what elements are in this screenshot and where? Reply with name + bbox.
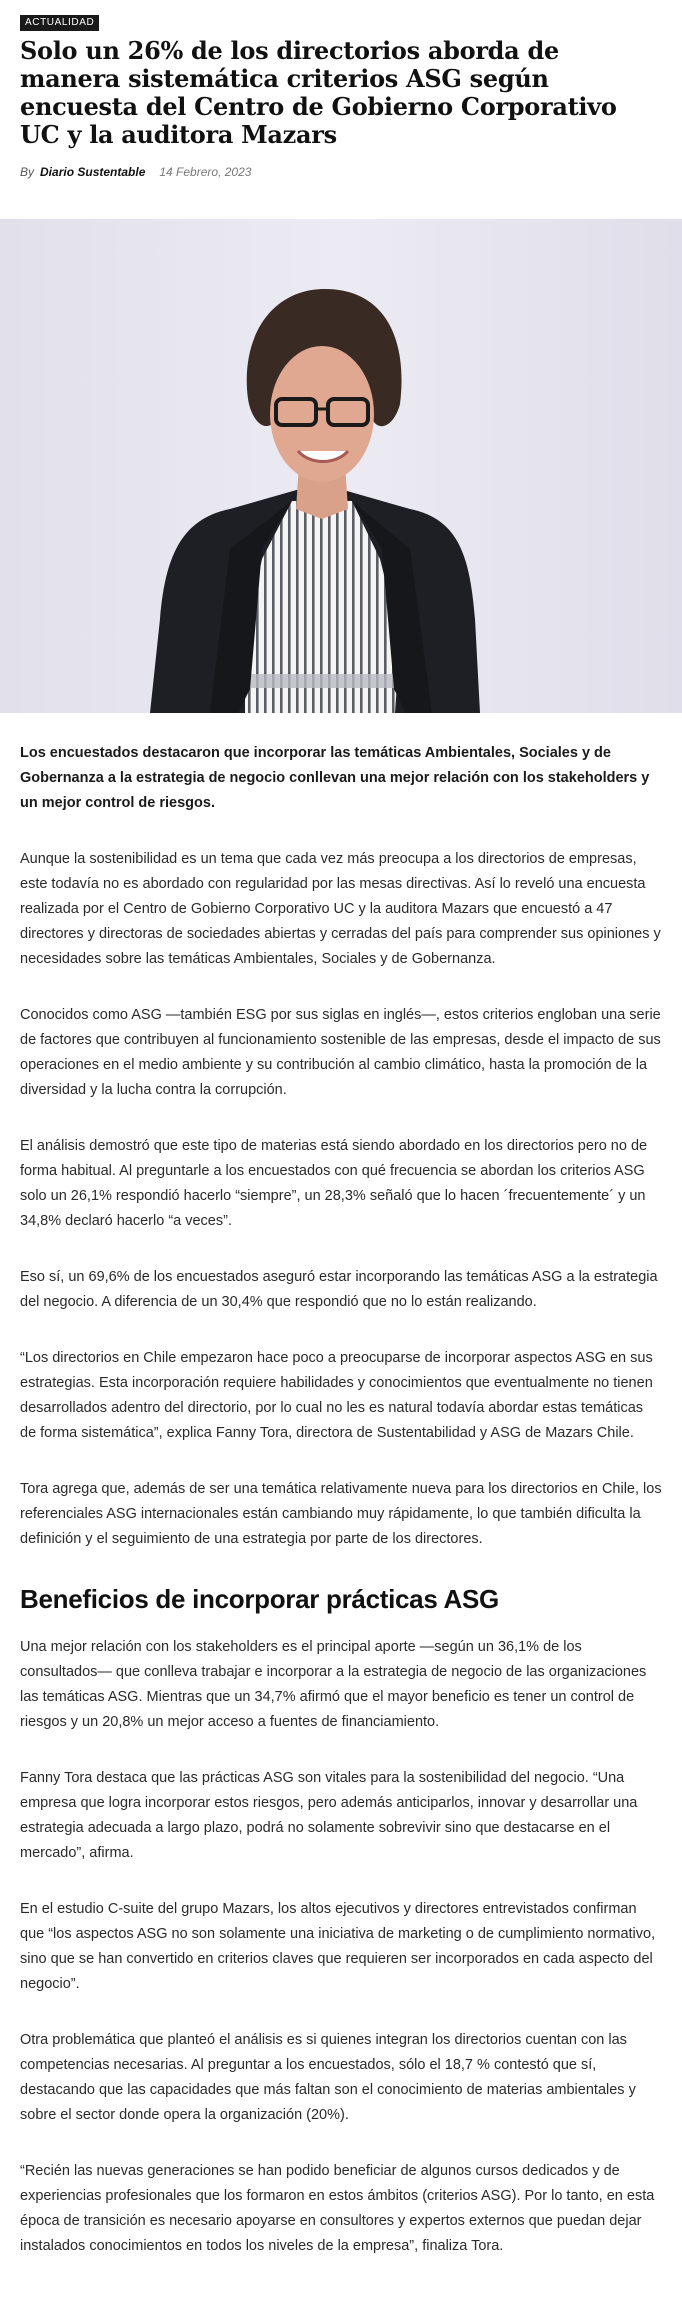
body-paragraph: Otra problemática que planteó el análisis es si quienes integran los directorios cuentan con las competencias necesarias. Al preguntar a los encuestados, sólo el 18,7 % contestó que sí, destacando que las capacidades que más faltan son el conocimiento de materias ambientales y sobre el sector donde opera la organización (20%). [20, 2032, 636, 2123]
body-paragraph: Tora agrega que, además de ser una temática relativamente nueva para los directorios en Chile, los referenciales ASG internacionales están cambiando muy rápidamente, lo que también dificulta la definición y el seguimiento de una estrategia por parte de los directores. [20, 1481, 662, 1547]
body-paragraph: Eso sí, un 69,6% de los encuestados aseguró estar incorporando las temáticas ASG a la estrategia del negocio. A diferencia de un 30,4% que respondió que no lo están realizando. [20, 1269, 658, 1310]
lead-paragraph: Los encuestados destacaron que incorporar las temáticas Ambientales, Sociales y de Gobernanza a la estrategia de negocio conllevan una mejor relación con los stakeholders y un mejor control de riesgos. [20, 745, 650, 811]
body-paragraph: Conocidos como ASG —también ESG por sus siglas en inglés—, estos criterios engloban una serie de factores que contribuyen al funcionamiento sostenible de las empresas, desde el impacto de sus operaciones en el medio ambiente y su contribución al cambio climático, hasta la promoción de la diversidad y la lucha contra la corrupción. [20, 1007, 661, 1098]
article-body [0, 713, 682, 2314]
article-header [0, 0, 682, 179]
body-paragraph: El análisis demostró que este tipo de materias está siendo abordado en los directorios pero no de forma habitual. Al preguntarle a los encuestados con qué frecuencia se abordan los criterios ASG solo un 26,1% respondió hacerlo “siempre”, un 28,3% señaló que lo hacen ´frecuentemente´ y un 34,8% declaró hacerlo “a veces”. [20, 1138, 648, 1229]
body-paragraph: En el estudio C-suite del grupo Mazars, los altos ejecutivos y directores entrevistados confirman que “los aspectos ASG no son solamente una iniciativa de marketing o de cumplimiento normativo, sino que se han convertido en criterios claves que requieren ser incorporados en cada aspecto del negocio”. [20, 1901, 656, 1992]
publish-date: 14 Febrero, 2023 [159, 165, 252, 179]
hero-photo [0, 219, 682, 713]
portrait-illustration [0, 219, 682, 713]
body-paragraph: Fanny Tora destaca que las prácticas ASG son vitales para la sostenibilidad del negocio. “Una empresa que logra incorporar estos riesgos, pero además anticiparlos, innovar y desarrollar una estrategia adecuada a largo plazo, podrá no solamente sobrevivir sino que destacarse en el mercado”, afirma. [20, 1770, 638, 1861]
section-heading: Beneficios de incorporar prácticas ASG [20, 1584, 499, 1614]
body-paragraph: “Recién las nuevas generaciones se han podido beneficiar de algunos cursos dedicados y de experiencias profesionales que los formaron en estos ámbitos (criterios ASG). Por lo tanto, en esta época de transición es necesario apoyarse en consultores y expertos externos que puedan dejar instalados conocimientos en todos los niveles de la empresa”, finaliza Tora. [20, 2163, 655, 2254]
body-paragraph: Una mejor relación con los stakeholders es el principal aporte —según un 36,1% de los consultados— que conlleva trabajar e incorporar a la estrategia de negocio de las organizaciones las temáticas ASG. Mientras que un 34,7% afirmó que el mayor beneficio es tener un control de riesgos y un 20,8% un mejor acceso a fuentes de financiamiento. [20, 1639, 647, 1730]
byline-prefix: By [20, 165, 35, 179]
byline [20, 165, 662, 179]
author-link[interactable]: Diario Sustentable [40, 165, 146, 179]
category-badge[interactable]: ACTUALIDAD [20, 15, 99, 31]
body-paragraph: Aunque la sostenibilidad es un tema que cada vez más preocupa a los directorios de empresas, este todavía no es abordado con regularidad por las mesas directivas. Así lo reveló una encuesta realizada por el Centro de Gobierno Corporativo UC y la auditora Mazars que encuestó a 47 directores y directoras de sociedades abiertas y cerradas del país para comprender sus opiniones y necesidades sobre las temáticas Ambientales, Sociales y de Gobernanza. [20, 851, 661, 967]
article-title: Solo un 26% de los directorios aborda de manera sistemática criterios ASG según encuesta del Centro de Gobierno Corporativo UC y la auditora Mazars [20, 36, 617, 149]
body-paragraph: “Los directorios en Chile empezaron hace poco a preocuparse de incorporar aspectos ASG en sus estrategias. Esta incorporación requiere habilidades y conocimientos que eventualmente no tienen desarrollados adentro del directorio, por lo cual no les es natural todavía abordar estas temáticas de forma sistemática”, explica Fanny Tora, directora de Sustentabilidad y ASG de Mazars Chile. [20, 1350, 653, 1441]
